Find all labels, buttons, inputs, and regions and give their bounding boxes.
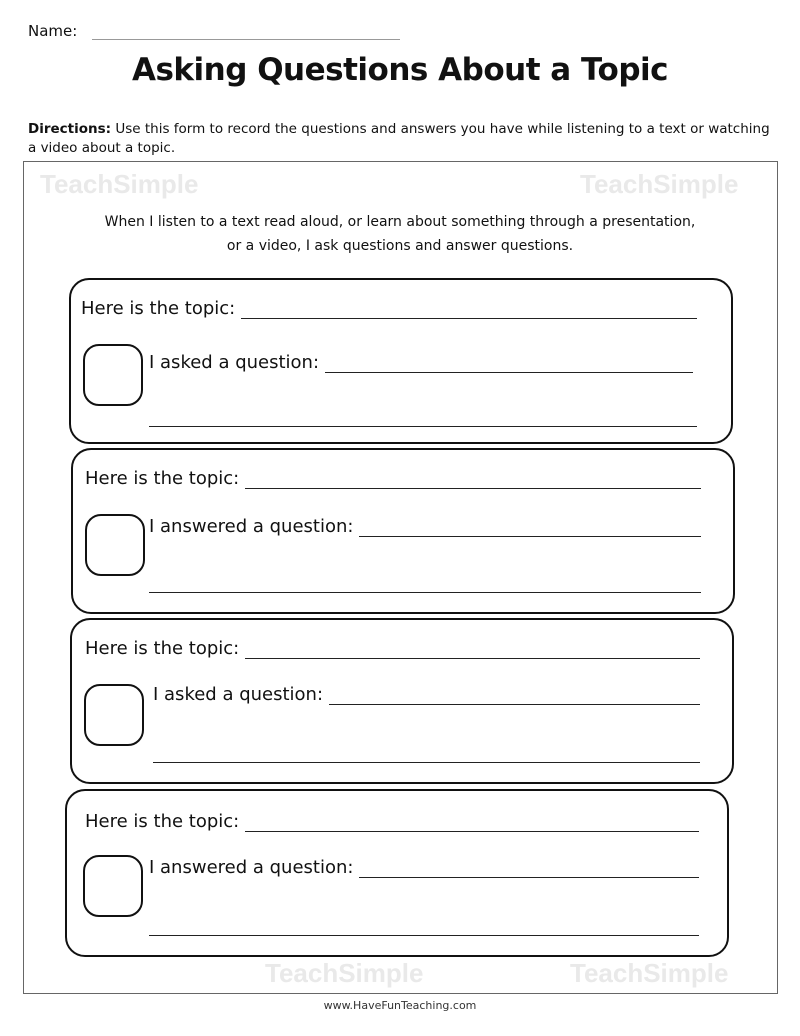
topic-label: Here is the topic: bbox=[81, 298, 236, 319]
answer-field-line2[interactable] bbox=[149, 919, 699, 936]
topic-label: Here is the topic: bbox=[85, 638, 240, 659]
watermark: TeachSimple bbox=[265, 958, 424, 988]
question-card bbox=[69, 278, 733, 444]
watermark: TeachSimple bbox=[40, 169, 199, 199]
prompt-row bbox=[153, 684, 700, 705]
answer-card bbox=[71, 448, 735, 614]
answer-line-row bbox=[153, 746, 700, 763]
name-label: Name: bbox=[28, 22, 78, 40]
checkbox[interactable] bbox=[83, 855, 143, 917]
topic-label: Here is the topic: bbox=[85, 811, 240, 832]
checkbox[interactable] bbox=[85, 514, 145, 576]
answer-line-row bbox=[149, 576, 701, 593]
checkbox[interactable] bbox=[84, 684, 144, 746]
topic-row bbox=[81, 298, 697, 319]
page-title: Asking Questions About a Topic bbox=[131, 52, 669, 88]
topic-field[interactable] bbox=[245, 642, 700, 659]
answer-field[interactable] bbox=[359, 861, 699, 878]
prompt-label: I asked a question: bbox=[149, 352, 320, 373]
answer-field-line2[interactable] bbox=[153, 746, 700, 763]
prompt-label: I answered a question: bbox=[149, 516, 354, 537]
answer-line-row bbox=[149, 919, 699, 936]
topic-label: Here is the topic: bbox=[85, 468, 240, 489]
answer-field[interactable] bbox=[329, 688, 700, 705]
checkbox[interactable] bbox=[83, 344, 143, 406]
name-field[interactable] bbox=[92, 39, 400, 40]
answer-field[interactable] bbox=[359, 520, 701, 537]
question-card bbox=[70, 618, 734, 784]
prompt-row bbox=[149, 857, 699, 878]
directions bbox=[28, 120, 778, 158]
answer-field-line2[interactable] bbox=[149, 410, 697, 427]
topic-row bbox=[85, 811, 699, 832]
footer-url: www.HaveFunTeaching.com bbox=[323, 999, 477, 1012]
topic-row bbox=[85, 638, 700, 659]
topic-field[interactable] bbox=[245, 472, 701, 489]
prompt-label: I asked a question: bbox=[153, 684, 324, 705]
watermark: TeachSimple bbox=[570, 958, 729, 988]
answer-card bbox=[65, 789, 729, 957]
watermark: TeachSimple bbox=[580, 169, 739, 199]
answer-field-line2[interactable] bbox=[149, 576, 701, 593]
prompt-row bbox=[149, 516, 701, 537]
prompt-label: I answered a question: bbox=[149, 857, 354, 878]
intro-text: When I listen to a text read aloud, or learn about something through a presentation, or a video, I ask questions and answer questions. bbox=[104, 214, 696, 254]
directions-label: Directions: bbox=[28, 121, 112, 137]
answer-line-row bbox=[149, 410, 697, 427]
topic-field[interactable] bbox=[241, 302, 697, 319]
topic-field[interactable] bbox=[245, 815, 699, 832]
answer-field[interactable] bbox=[325, 356, 693, 373]
topic-row bbox=[85, 468, 701, 489]
prompt-row bbox=[149, 352, 693, 373]
directions-text: Use this form to record the questions and answers you have while listening to a text or watching a video about a topic. bbox=[28, 121, 770, 156]
